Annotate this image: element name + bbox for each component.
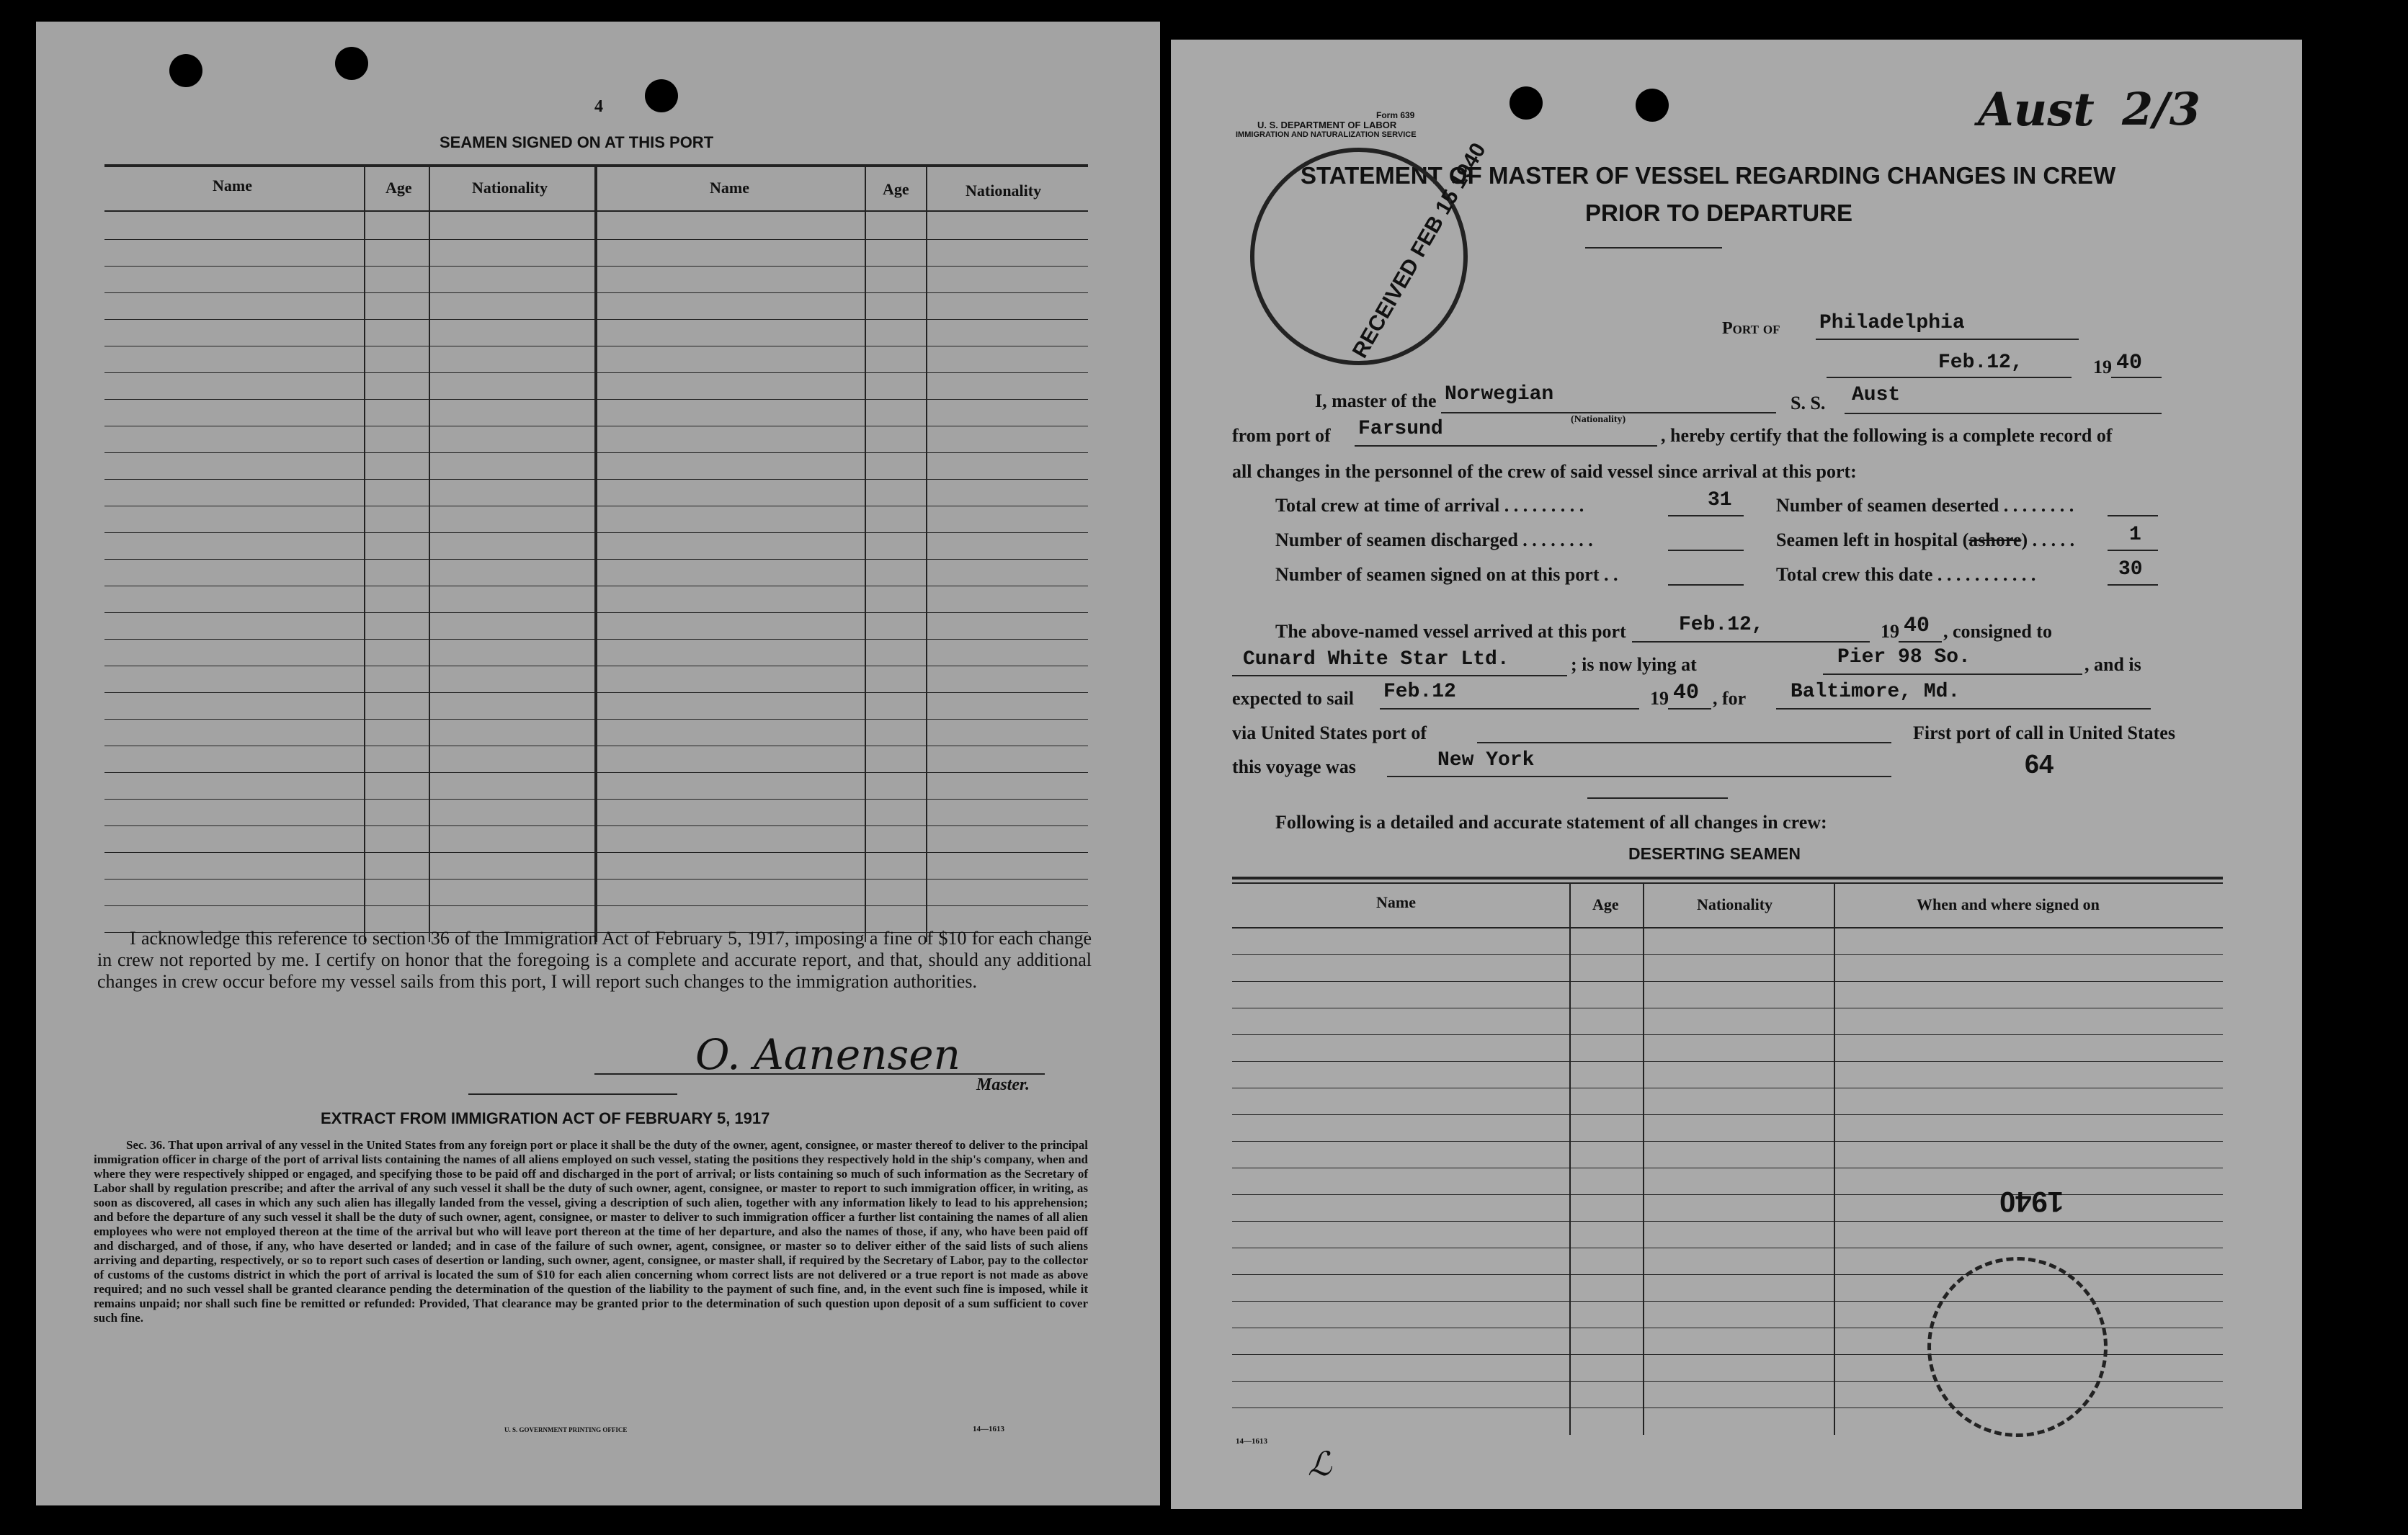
table-row <box>104 292 1088 293</box>
consignee-value: Cunard White Star Ltd. <box>1243 648 1510 671</box>
table-row <box>1232 1114 2223 1115</box>
hospital-label-end: ) . . . . . <box>2021 529 2075 550</box>
page-number: 4 <box>594 97 603 116</box>
total-crew-label: Total crew at time of arrival . . . . . . . . . <box>1275 495 1584 516</box>
table-row <box>1232 1141 2223 1142</box>
arrived-year-prefix: 19 <box>1881 621 1899 642</box>
total-crew-value: 31 <box>1708 489 1732 511</box>
following-text: Following is a detailed and accurate statement of all changes in crew: <box>1275 812 1827 833</box>
first-port-label: First port of call in United States <box>1913 722 2175 743</box>
column-header: When and where signed on <box>1917 895 2100 913</box>
table-row <box>104 559 1088 560</box>
ss-value: Aust <box>1852 384 1901 406</box>
year-prefix: 19 <box>2093 357 2112 377</box>
left-page <box>36 22 1160 1505</box>
table-row <box>104 452 1088 453</box>
handwritten-initial: ℒ <box>1308 1446 1332 1482</box>
hospital-struck-word: ashore <box>1968 529 2022 550</box>
service-name: IMMIGRATION AND NATURALIZATION SERVICE <box>1236 130 1417 139</box>
ss-label: S. S. <box>1791 393 1826 413</box>
arrived-year-value: 40 <box>1904 614 1930 638</box>
table-row <box>104 319 1088 320</box>
immigration-round-stamp <box>1927 1257 2108 1437</box>
master-of-label: I, master of the <box>1315 390 1437 411</box>
handwritten-number: 2/3 <box>2122 83 2200 135</box>
from-port-label: from port of <box>1232 425 1331 446</box>
total-today-value: 30 <box>2118 558 2143 581</box>
deserted-label: Number of seamen deserted . . . . . . . . <box>1776 495 2074 516</box>
voyage-label: this voyage was <box>1232 756 1356 777</box>
handwritten-64: 64 <box>2025 749 2054 779</box>
voyage-value: New York <box>1437 749 1535 771</box>
certify-text: , hereby certify that the following is a complete record of <box>1661 425 2113 446</box>
stamp-text: RECEIVED FEB 15 1940 <box>1347 138 1491 362</box>
port-label: Port of <box>1722 319 1780 338</box>
table-row <box>1232 954 2223 955</box>
hospital-value: 1 <box>2129 524 2141 546</box>
column-header: Age <box>385 179 412 197</box>
column-header: Nationality <box>1697 895 1773 913</box>
discharged-label: Number of seamen discharged . . . . . . . . <box>1275 529 1593 550</box>
table-row <box>104 532 1088 533</box>
section-title: SEAMEN SIGNED ON AT THIS PORT <box>440 133 714 151</box>
arrived-value: Feb.12, <box>1679 614 1764 636</box>
total-today-label: Total crew this date . . . . . . . . . . . <box>1776 564 2036 585</box>
expected-year-prefix: 19 <box>1650 688 1669 709</box>
table-row <box>104 799 1088 800</box>
table-row <box>104 692 1088 693</box>
side-stamp-year: 1940 <box>1999 1186 2064 1217</box>
column-header: Name <box>710 179 749 197</box>
for-label: , for <box>1713 688 1747 709</box>
right-page <box>1171 40 2302 1509</box>
form-code: 14—1613 <box>973 1425 1004 1433</box>
table-row <box>104 852 1088 853</box>
punch-hole <box>335 47 368 80</box>
port-value: Philadelphia <box>1819 312 1965 334</box>
printer-line: U. S. GOVERNMENT PRINTING OFFICE <box>504 1426 628 1433</box>
footer-code: 14—1613 <box>1236 1437 1267 1446</box>
column-header: Age <box>883 180 909 198</box>
nationality-caption: (Nationality) <box>1571 414 1626 425</box>
deserting-title: DESERTING SEAMEN <box>1628 844 1801 863</box>
table-row <box>104 719 1088 720</box>
for-value: Baltimore, Md. <box>1791 681 1961 703</box>
expected-value: Feb.12 <box>1383 681 1456 703</box>
table-row <box>1232 1274 2223 1275</box>
column-header: Nationality <box>966 182 1042 200</box>
table-row <box>104 612 1088 613</box>
acknowledgement-text: I acknowledge this reference to section 36 of the Immigration Act of February 5, 1917, imposing a fine of $10 for each change in crew not reported by me. I certify on honor that the foregoing is a complete and accurate report, and that, should any additional changes in crew occur before my vessel sails from this port, I will report such changes to the immigration authorities. <box>97 928 1092 992</box>
column-header: Name <box>1376 893 1416 911</box>
table-row <box>104 399 1088 400</box>
table-row <box>104 905 1088 906</box>
table-row <box>1232 1221 2223 1222</box>
table-row <box>104 772 1088 773</box>
table-row <box>104 879 1088 880</box>
expected-year-value: 40 <box>1673 681 1700 705</box>
form-title-line1: STATEMENT OF MASTER OF VESSEL REGARDING CHANGES IN CREW <box>1301 162 2116 189</box>
and-is-label: , and is <box>2084 654 2141 675</box>
lying-label: ; is now lying at <box>1571 654 1697 675</box>
table-row <box>1232 981 2223 982</box>
lying-value: Pier 98 So. <box>1837 646 1971 668</box>
punch-hole <box>1636 89 1669 122</box>
table-row <box>104 479 1088 480</box>
department-name: U. S. DEPARTMENT OF LABOR <box>1257 120 1397 130</box>
master-label: Master. <box>976 1075 1030 1094</box>
column-header: Age <box>1592 895 1619 913</box>
via-label: via United States port of <box>1232 722 1427 743</box>
signed-on-label: Number of seamen signed on at this port . . <box>1275 564 1618 585</box>
table-row <box>1232 1194 2223 1195</box>
arrived-label: The above-named vessel arrived at this port <box>1275 621 1626 642</box>
table-row <box>104 266 1088 267</box>
master-signature: O. Aanensen <box>695 1030 960 1079</box>
punch-hole <box>645 79 678 112</box>
table-row <box>104 372 1088 373</box>
table-row <box>104 639 1088 640</box>
punch-hole <box>169 54 202 87</box>
punch-hole <box>1510 86 1543 120</box>
extract-title: EXTRACT FROM IMMIGRATION ACT OF FEBRUARY 5, 1917 <box>321 1109 770 1127</box>
hospital-label-start: Seamen left in hospital ( <box>1776 529 1969 550</box>
table-row <box>1232 1061 2223 1062</box>
all-changes-text: all changes in the personnel of the crew of said vessel since arrival at this port: <box>1232 461 1857 482</box>
table-row <box>104 825 1088 826</box>
column-header: Nationality <box>472 179 548 197</box>
form-title-line2: PRIOR TO DEPARTURE <box>1585 200 1852 226</box>
handwritten-vessel-note: Aust <box>1978 83 2095 137</box>
received-stamp <box>1250 138 1491 365</box>
year-value: 40 <box>2116 351 2143 375</box>
expected-label: expected to sail <box>1232 688 1354 709</box>
consigned-label: , consigned to <box>1943 621 2052 642</box>
date-value: Feb.12, <box>1938 352 2023 374</box>
nationality-value: Norwegian <box>1445 383 1554 406</box>
form-number: Form 639 <box>1376 110 1415 120</box>
column-header: Name <box>213 176 252 194</box>
hospital-label <box>1776 529 2074 551</box>
table-row <box>1232 1034 2223 1035</box>
from-port-value: Farsund <box>1358 418 1443 440</box>
extract-text: Sec. 36. That upon arrival of any vessel in the United States from any foreign port or place it shall be the duty of the owner, agent, consignee, or master thereof to deliver to the principal immigration officer in charge of the port of arrival lists containing the names of all aliens employed on such vessel, stating the positions they respectively hold in the ship's company, when and where they were respectively shipped or engaged, and specifying those to be paid off and discharged in the port of arrival; or lists containing so much of such information as the Secretary of Labor shall by regulation prescribe; and after the arrival of any such vessel it shall be the duty of such owner, agent, consignee, or master to report to such immigration officer, in writing, as soon as discovered, all cases in which any such alien has illegally landed from the vessel, giving a description of such alien, together with any information likely to lead to his apprehension; and before the departure of any such vessel it shall be the duty of such owner, agent, consignee, or master to deliver to such immigration officer a further list containing the names of all alien employees who were not employed thereon at the time of the arrival but who will leave port thereon at the time of her departure, and also the names of those, if any, who have been paid off and discharged, and of those, if any, who have deserted or landed; and in case of the failure of such owner, agent, consignee, or master so to deliver either of the said lists of such aliens arriving and departing, respectively, or so to report such cases of desertion or landing, such owner, agent, consignee, or master shall, if required by the Secretary of Labor, pay to the collector of customs of the customs district in which the port of arrival is located the sum of $10 for each alien concerning whom correct lists are not delivered or a true report is not made as above required; and no such vessel shall be granted clearance pending the determination of the question of the liability to the payment of such fine, and, in the event such fine is imposed, while it remains unpaid; nor shall such fine be remitted or refunded: Provided, That clearance may be granted prior to the determination of such question upon deposit of a sum sufficient to cover such fine. <box>94 1138 1088 1325</box>
table-row <box>104 239 1088 240</box>
